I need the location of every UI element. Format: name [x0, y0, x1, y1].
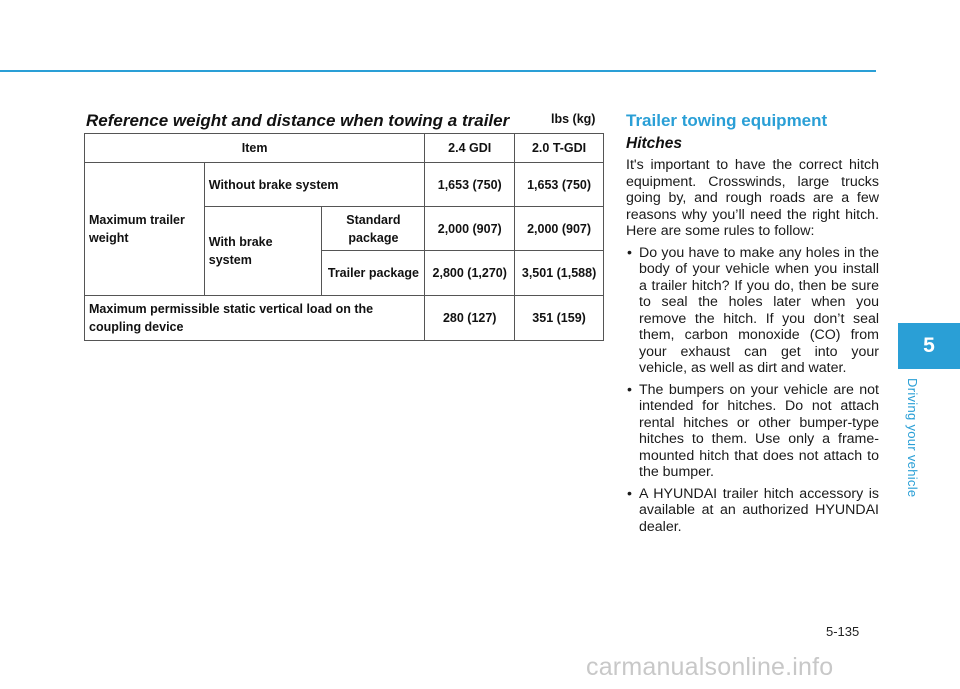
without-brake-tgdi: 1,653 (750)	[515, 163, 604, 207]
towing-weight-table	[84, 133, 604, 341]
standard-gdi: 2,000 (907)	[425, 207, 515, 251]
trailer-package-label: Trailer package	[322, 251, 425, 296]
list-item: • The bumpers on your vehicle are not intended for hitches. Do not attach rental hitches or other bumper-type hitches to them. Use only a frame-mounted hitch that does not attach to the bumper.	[627, 381, 879, 480]
standard-tgdi: 2,000 (907)	[515, 207, 604, 251]
header-2-4-gdi: 2.4 GDI	[425, 134, 515, 163]
subsection-title: Hitches	[626, 135, 682, 152]
table-row	[85, 296, 604, 341]
without-brake-label: Without brake system	[204, 163, 425, 207]
top-rule	[0, 70, 876, 72]
trailer-gdi: 2,800 (1,270)	[425, 251, 515, 296]
static-load-label: Maximum permissible static vertical load on the coupling device	[85, 296, 425, 341]
max-trailer-weight-label: Maximum trailer weight	[85, 163, 205, 296]
section-heading: Reference weight and distance when towing a trailer	[86, 111, 510, 130]
section-title: Trailer towing equipment	[626, 111, 828, 130]
header-item: Item	[85, 134, 425, 163]
unit-label: lbs (kg)	[551, 112, 596, 126]
header-2-0-tgdi: 2.0 T-GDI	[515, 134, 604, 163]
trailer-tgdi: 3,501 (1,588)	[515, 251, 604, 296]
static-load-tgdi: 351 (159)	[515, 296, 604, 341]
without-brake-gdi: 1,653 (750)	[425, 163, 515, 207]
static-load-gdi: 280 (127)	[425, 296, 515, 341]
standard-package-label: Standard package	[322, 207, 425, 251]
rules-list	[626, 245, 879, 536]
bullet-icon: •	[627, 485, 632, 502]
table-row	[85, 163, 604, 207]
body-text	[626, 157, 879, 540]
table-header-row	[85, 134, 604, 163]
list-item: • A HYUNDAI trailer hitch accessory is available at an authorized HYUNDAI dealer.	[627, 485, 879, 535]
bullet-icon: •	[627, 381, 632, 398]
list-item: • Do you have to make any holes in the body of your vehicle when you install a trailer hitch? If you do, then be sure to seal the holes later when you remove the hitch. If you don’t seal them, carbon monoxide (CO) from your exhaust can get into your vehicle, as well as dirt and water.	[627, 244, 879, 376]
watermark: carmanualsonline.info	[586, 653, 834, 681]
bullet-icon: •	[627, 244, 632, 261]
intro-paragraph: It's important to have the correct hitch equipment. Crosswinds, large trucks going by, and rough roads are a few reasons why you’ll need the right hitch. Here are some rules to follow:	[626, 157, 879, 239]
chapter-title: Driving your vehicle	[905, 378, 920, 498]
page-number: 5-135	[826, 624, 860, 639]
chapter-number-tab: 5	[898, 323, 960, 369]
chapter-title-vertical	[906, 378, 920, 508]
with-brake-label: With brake system	[204, 207, 322, 296]
